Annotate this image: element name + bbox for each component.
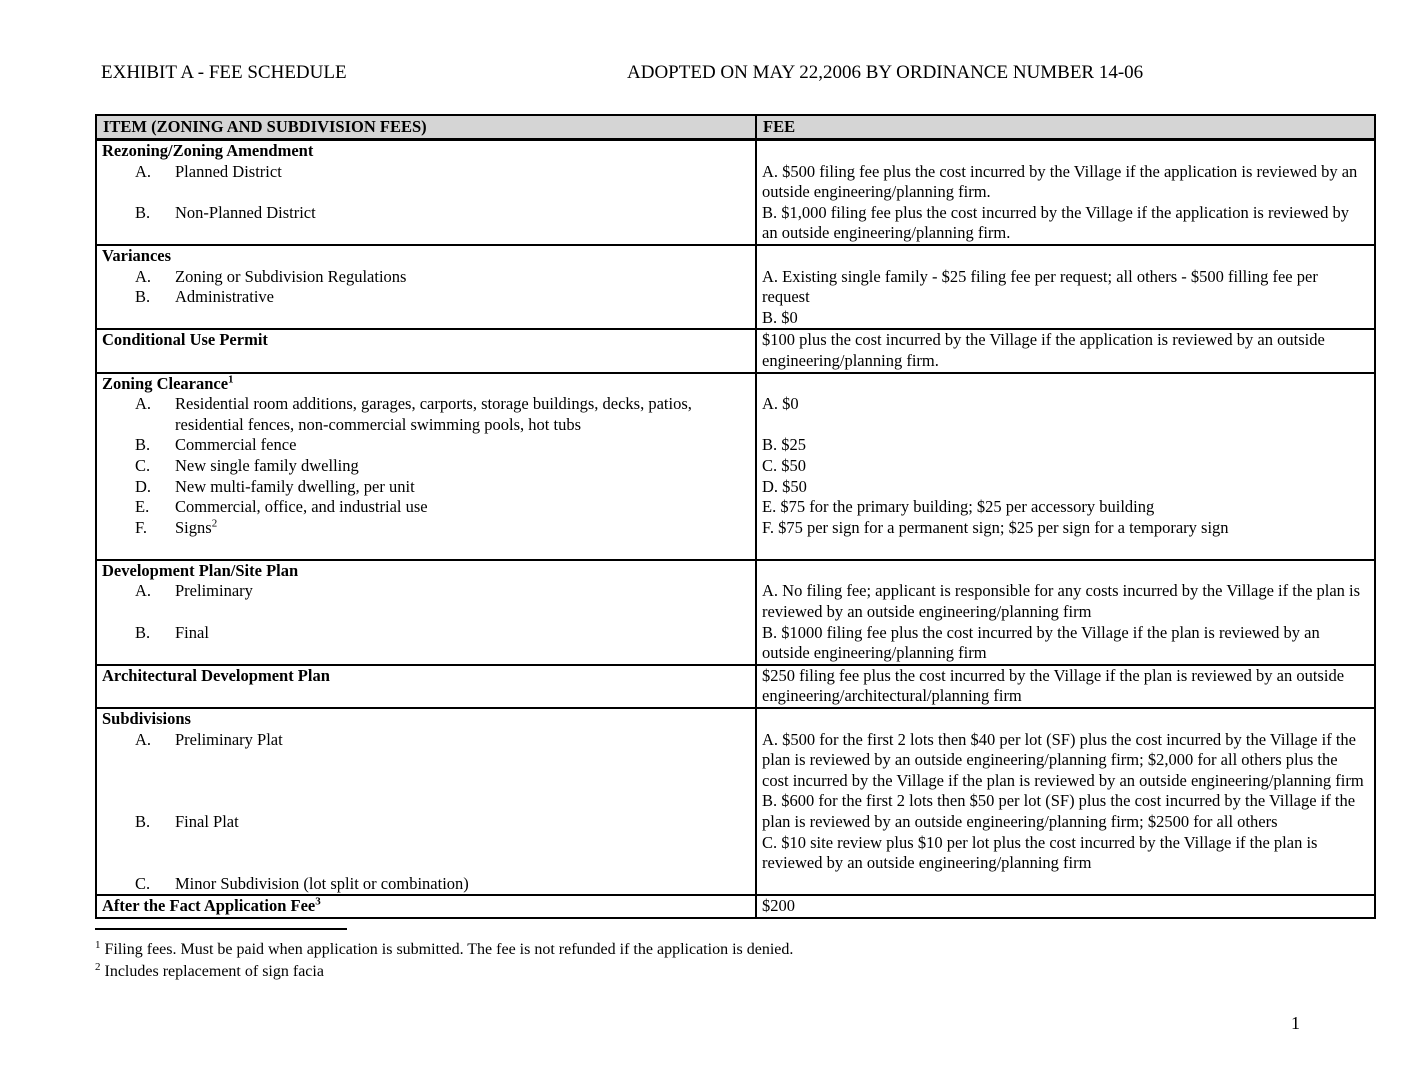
fee-cell [757, 666, 1374, 707]
footnote-ref: 2 [211, 517, 218, 530]
column-header-fee: FEE [763, 117, 796, 136]
blank-space [762, 709, 1368, 730]
fee-text: B. $1000 filing fee plus the cost incurred by the Village if the plan is reviewed by an outside engineering/planning firm [762, 622, 1320, 663]
fee-text: A. $500 filing fee plus the cost incurred by the Village if the application is reviewed by an outside engineering/planning firm. [762, 161, 1358, 202]
exhibit-title: EXHIBIT A - FEE SCHEDULE [101, 62, 347, 83]
blank-space [102, 833, 749, 874]
list-item [102, 435, 749, 456]
item-letter: A. [135, 161, 152, 181]
fee-text: B. $0 [762, 307, 798, 327]
item-text: Final [175, 622, 209, 642]
fee-text: C. $50 [762, 455, 807, 475]
adoption-note: ADOPTED ON MAY 22,2006 BY ORDINANCE NUMBER 14-06 [627, 62, 1144, 83]
blank-space [762, 246, 1368, 267]
item-text: Non-Planned District [175, 202, 316, 222]
table-row [97, 561, 1374, 666]
fee-table-body [97, 141, 1374, 917]
item-letter: E. [135, 497, 150, 517]
item-cell [97, 896, 757, 917]
list-item [102, 477, 749, 498]
fee-text: $200 [762, 896, 795, 916]
item-letter: A. [135, 581, 152, 601]
blank-space [762, 374, 1368, 395]
blank-space [102, 182, 749, 203]
table-header-row [97, 116, 1374, 141]
table-row [97, 896, 1374, 917]
item-cell [97, 709, 757, 894]
fee-text: $250 filing fee plus the cost incurred by the Village if the plan is reviewed by an outside engineering/architectural/planning firm [762, 665, 1345, 706]
item-letter: B. [135, 287, 151, 307]
fee-cell [757, 246, 1374, 328]
item-text: Zoning or Subdivision Regulations [175, 266, 407, 286]
section-title: Architectural Development Plan [102, 665, 330, 685]
item-cell [97, 246, 757, 328]
page-number: 1 [1291, 1013, 1300, 1033]
blank-space [102, 750, 749, 812]
footnote [95, 939, 1195, 961]
item-text: Commercial fence [175, 435, 297, 455]
fee-text: A. Existing single family - $25 filing fee per request; all others - $500 filling fee per request [762, 266, 1318, 307]
blank-space [102, 538, 749, 559]
item-text: Preliminary Plat [175, 729, 283, 749]
fee-text: E. $75 for the primary building; $25 per accessory building [762, 497, 1155, 517]
fee-text: B. $25 [762, 435, 807, 455]
table-row [97, 374, 1374, 561]
list-item [102, 497, 749, 518]
list-item [102, 812, 749, 833]
blank-space [762, 415, 1368, 436]
footnote-text: Filing fees. Must be paid when application is submitted. The fee is not refunded if the application is denied. [104, 941, 794, 958]
item-cell [97, 141, 757, 244]
item-cell [97, 666, 757, 707]
item-letter: B. [135, 435, 151, 455]
section-title: Zoning Clearance$^1$ [102, 373, 234, 393]
list-item [102, 162, 749, 183]
section-title: Development Plan/Site Plan [102, 560, 299, 580]
item-cell [97, 374, 757, 559]
item-letter: B. [135, 812, 151, 832]
footnote-text: Includes replacement of sign facia [104, 963, 324, 980]
list-item [102, 518, 749, 539]
item-letter: B. [135, 622, 151, 642]
footnote-number: 2 [95, 960, 101, 973]
fee-text: D. $50 [762, 476, 807, 496]
item-cell [97, 330, 757, 371]
fee-cell [757, 374, 1374, 559]
table-row [97, 709, 1374, 896]
fee-text: A. No filing fee; applicant is responsible for any costs incurred by the Village if the plan is reviewed by an outside engineering/planning firm [762, 581, 1361, 622]
footnote-ref: 1 [228, 373, 234, 386]
list-item [102, 730, 749, 751]
table-row [97, 246, 1374, 330]
table-row [97, 330, 1374, 373]
fee-text: $100 plus the cost incurred by the Village if the application is reviewed by an outside engineering/planning firm. [762, 330, 1325, 370]
fee-cell [757, 141, 1374, 244]
item-text: Residential room additions, garages, carports, storage buildings, decks, patios, residential fences, non-commercial swimming pools, hot tubs [175, 394, 692, 434]
item-text: Commercial, office, and industrial use [175, 497, 428, 517]
section-title: Variances [102, 245, 172, 265]
fee-cell [757, 709, 1374, 894]
item-letter: C. [135, 873, 151, 893]
fee-text: A. $0 [762, 394, 799, 414]
footnote [95, 961, 1195, 983]
blank-space [102, 602, 749, 623]
item-letter: C. [135, 455, 151, 475]
table-row [97, 141, 1374, 246]
list-item [102, 581, 749, 602]
section-title: After the Fact Application Fee$^3$ [102, 895, 321, 916]
blank-space [762, 141, 1368, 162]
list-item [102, 394, 749, 435]
item-text: New multi-family dwelling, per unit [175, 476, 415, 496]
item-text: Administrative [175, 287, 274, 307]
item-cell [97, 561, 757, 664]
section-title: Rezoning/Zoning Amendment [102, 141, 314, 160]
fee-text: B. $600 for the first 2 lots then $50 per lot (SF) plus the cost incurred by the Village if the plan is reviewed by an outside engineering/planning firm; $2500 for all others [762, 791, 1356, 831]
table-row [97, 666, 1374, 709]
list-item [102, 267, 749, 288]
fee-cell [757, 330, 1374, 371]
item-text: Planned District [175, 161, 282, 181]
item-text: Signs$^2$ [175, 517, 218, 537]
fee-text: C. $10 site review plus $10 per lot plus the cost incurred by the Village if the plan is reviewed by an outside engineering/planning firm [762, 832, 1318, 873]
fee-text: A. $500 for the first 2 lots then $40 per lot (SF) plus the cost incurred by the Village if the plan is reviewed by an outside engineering/planning firm; $2,000 for all others plus the cost incurred by the Village if the plan is reviewed by an outside engineering/planning firm [762, 729, 1364, 790]
footnotes [95, 928, 1195, 983]
item-text: Preliminary [175, 581, 253, 601]
list-item [102, 287, 749, 308]
blank-space [762, 561, 1368, 582]
item-letter: A. [135, 394, 152, 414]
document-header [0, 62, 1408, 90]
list-item [102, 203, 749, 224]
fee-cell [757, 561, 1374, 664]
item-letter: B. [135, 202, 151, 222]
item-letter: D. [135, 476, 152, 496]
fee-cell [757, 896, 1374, 917]
list-item [102, 456, 749, 477]
list-item [102, 623, 749, 644]
footnote-ref: 3 [315, 895, 321, 908]
list-item [102, 874, 749, 895]
footnote-separator [95, 928, 347, 930]
fee-text: B. $1,000 filing fee plus the cost incurred by the Village if the application is reviewed by an outside engineering/planning firm. [762, 202, 1350, 243]
column-header-item: ITEM (ZONING AND SUBDIVISION FEES) [97, 116, 757, 138]
section-title: Subdivisions [102, 709, 191, 729]
item-letter: A. [135, 266, 152, 286]
section-title: Conditional Use Permit [102, 330, 268, 350]
item-text: Final Plat [175, 812, 239, 832]
item-text: Minor Subdivision (lot split or combination) [175, 873, 469, 893]
footnote-number: 1 [95, 938, 101, 951]
item-letter: F. [135, 517, 147, 537]
item-letter: A. [135, 729, 152, 749]
item-text: New single family dwelling [175, 455, 359, 475]
fee-text: F. $75 per sign for a permanent sign; $25 per sign for a temporary sign [762, 517, 1229, 537]
fee-schedule-table [95, 114, 1376, 919]
